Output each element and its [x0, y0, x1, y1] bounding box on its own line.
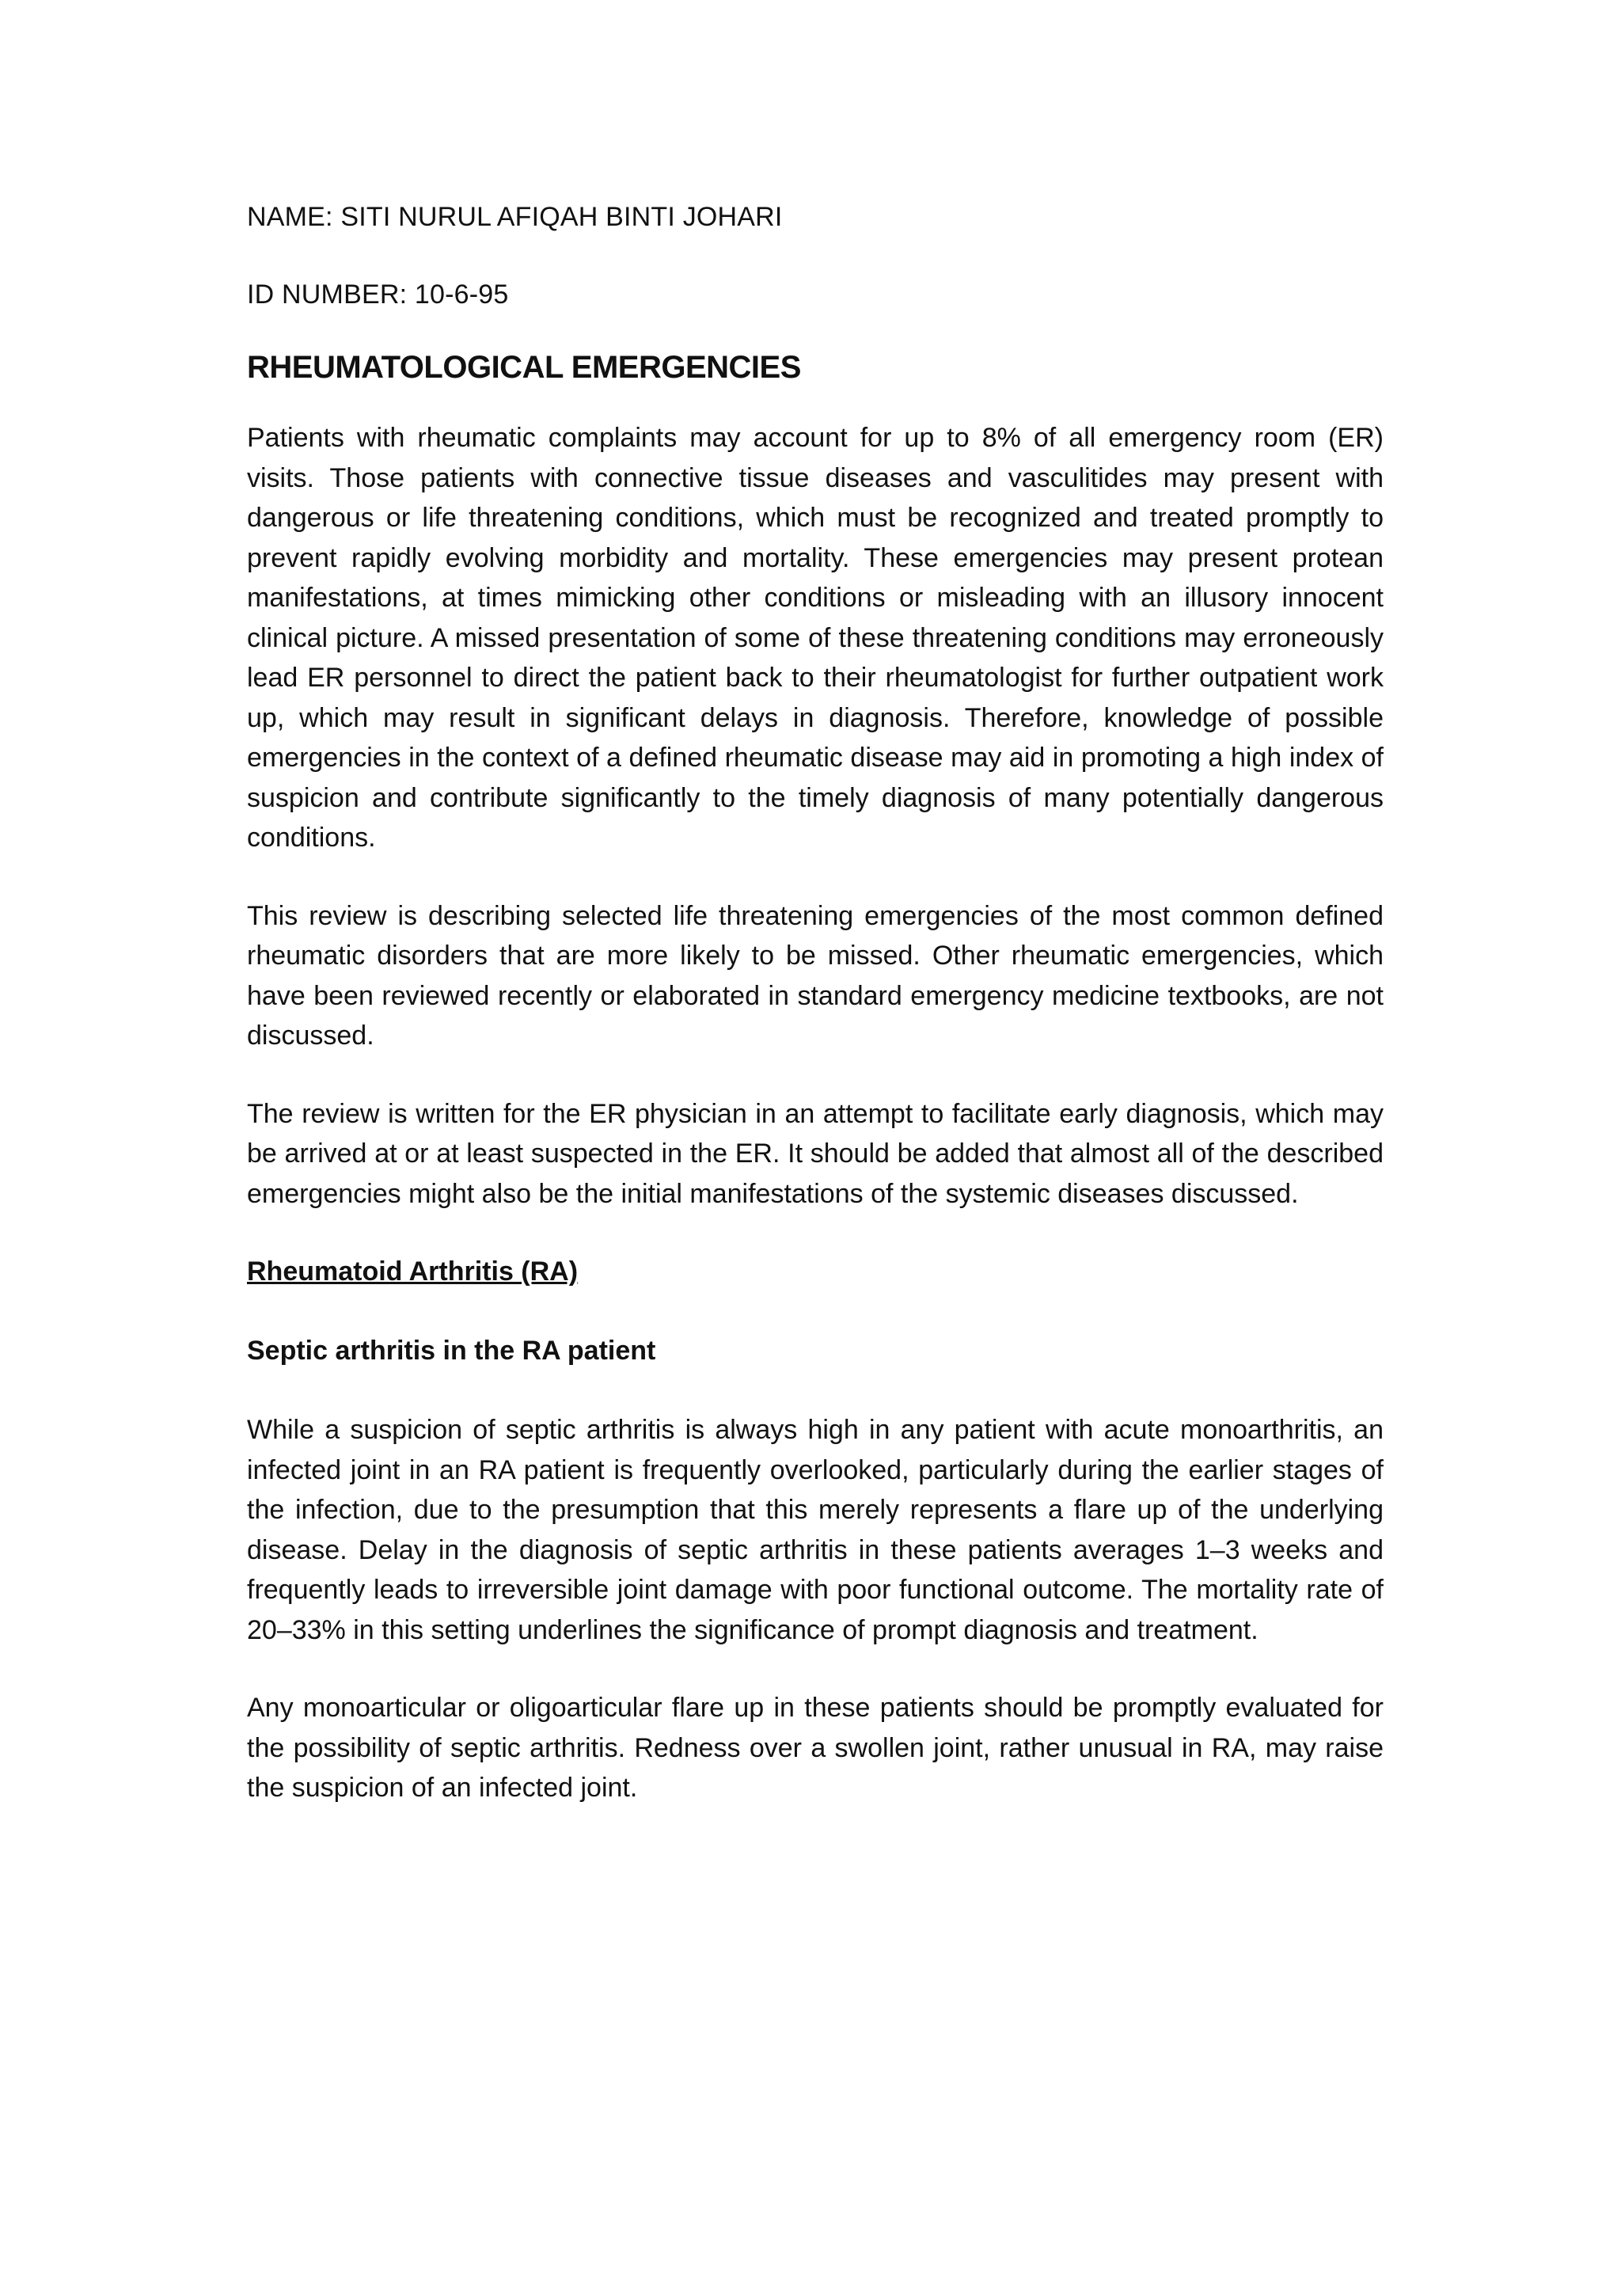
intro-paragraph-2: This review is describing selected life threatening emergencies of the most common defined rheumatic disorders that are more likely to be missed. Other rheumatic emergencies, which have been reviewed recently or elaborated in standard emergency medicine textbooks, are not discussed. [247, 900, 1384, 1051]
intro-paragraph-3: The review is written for the ER physician in an attempt to facilitate early diagnosis, which may be arrived at or at least suspected in the ER. It should be added that almost all of the described emergencies might also be the initial manifestations of the systemic diseases discussed. [247, 1098, 1384, 1209]
document-title: RHEUMATOLOGICAL EMERGENCIES [247, 350, 801, 385]
intro-paragraph-1: Patients with rheumatic complaints may account for up to 8% of all emergency room (ER) visits. Those patients with connective tissue diseases and vasculitides may present with dangerous or life threatening conditions, which must be recognized and treated promptly to prevent rapidly evolving morbidity and mortality. These emergencies may present protean manifestations, at times mimicking other conditions or misleading with an illusory innocent clinical picture. A missed presentation of some of these threatening conditions may erroneously lead ER personnel to direct the patient back to their rheumatologist for further outpatient work up, which may result in significant delays in diagnosis. Therefore, knowledge of possible emergencies in the context of a defined rheumatic disease may aid in promoting a high index of suspicion and contribute significantly to the timely diagnosis of many potentially dangerous conditions. [247, 423, 1384, 853]
section-paragraph-2: Any monoarticular or oligoarticular flare up in these patients should be promptly evaluated for the possibility of septic arthritis. Redness over a swollen joint, rather unusual in RA, may raise the suspicion of an infected joint. [247, 1693, 1384, 1803]
student-name: NAME: SITI NURUL AFIQAH BINTI JOHARI [247, 202, 783, 232]
section-subheading: Septic arthritis in the RA patient [247, 1336, 656, 1366]
student-id: ID NUMBER: 10-6-95 [247, 279, 509, 310]
document-page [247, 198, 1384, 1846]
section-heading: Rheumatoid Arthritis (RA) [247, 1256, 579, 1287]
section-paragraph-1: While a suspicion of septic arthritis is always high in any patient with acute monoarthritis, an infected joint in an RA patient is frequently overlooked, particularly during the earlier stages of the infection, due to the presumption that this merely represents a flare up of the underlying disease. Delay in the diagnosis of septic arthritis in these patients averages 1–3 weeks and frequently leads to irreversible joint damage with poor functional outcome. The mortality rate of 20–33% in this setting underlines the significance of prompt diagnosis and treatment. [247, 1415, 1384, 1645]
